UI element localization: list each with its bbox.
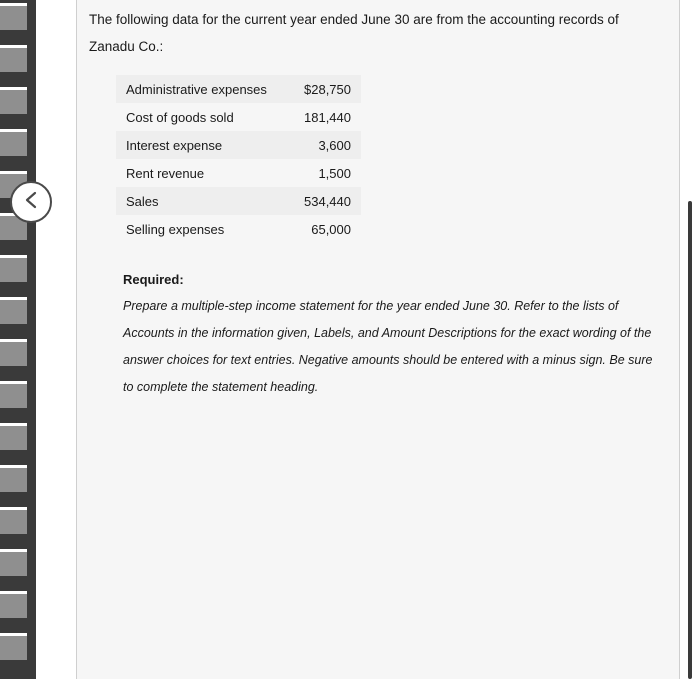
account-amount: 1,500 bbox=[289, 159, 361, 187]
binder-tab bbox=[0, 465, 27, 492]
binder-tab bbox=[0, 255, 27, 282]
intro-text: The following data for the current year ended June 30 are from the accounting records of Zanadu Co.: bbox=[89, 12, 619, 54]
table-row bbox=[116, 215, 361, 243]
binder-tab bbox=[0, 633, 27, 660]
account-label: Cost of goods sold bbox=[116, 103, 289, 131]
account-label: Interest expense bbox=[116, 131, 289, 159]
binder-tab bbox=[0, 45, 27, 72]
chevron-left-icon bbox=[22, 190, 40, 215]
table-row bbox=[116, 75, 361, 103]
binder-tab bbox=[0, 381, 27, 408]
scrollbar-thumb[interactable] bbox=[688, 201, 692, 679]
required-heading: Required: bbox=[123, 272, 184, 287]
account-amount: 181,440 bbox=[289, 103, 361, 131]
binder-tab bbox=[0, 507, 27, 534]
collapse-panel-button[interactable] bbox=[10, 181, 52, 223]
account-label: Administrative expenses bbox=[116, 75, 289, 103]
binder-tab-strip bbox=[0, 0, 36, 679]
account-amount: 65,000 bbox=[289, 215, 361, 243]
binder-tab bbox=[0, 591, 27, 618]
binder-tab bbox=[0, 87, 27, 114]
required-instructions: Prepare a multiple-step income statement for the year ended June 30. Refer to the lists of Accounts in the information given, Labels, and Amount Descriptions for the exact wording of the answer choices for text entries. Negative amounts should be entered with a minus sign. Be sure to complete the statement heading. bbox=[123, 299, 653, 394]
scrollbar-track[interactable] bbox=[684, 0, 700, 679]
binder-tab bbox=[0, 339, 27, 366]
required-section bbox=[123, 267, 653, 401]
binder-tab bbox=[0, 549, 27, 576]
account-amount: 3,600 bbox=[289, 131, 361, 159]
accounts-table bbox=[116, 75, 361, 243]
binder-tab bbox=[0, 129, 27, 156]
account-amount: $28,750 bbox=[289, 75, 361, 103]
account-label: Rent revenue bbox=[116, 159, 289, 187]
table-row bbox=[116, 103, 361, 131]
binder-tab bbox=[0, 423, 27, 450]
account-amount: 534,440 bbox=[289, 187, 361, 215]
table-row bbox=[116, 131, 361, 159]
binder-tab bbox=[0, 3, 27, 30]
table-row bbox=[116, 159, 361, 187]
account-label: Selling expenses bbox=[116, 215, 289, 243]
question-panel bbox=[76, 0, 680, 679]
binder-tab bbox=[0, 297, 27, 324]
account-label: Sales bbox=[116, 187, 289, 215]
table-row bbox=[116, 187, 361, 215]
